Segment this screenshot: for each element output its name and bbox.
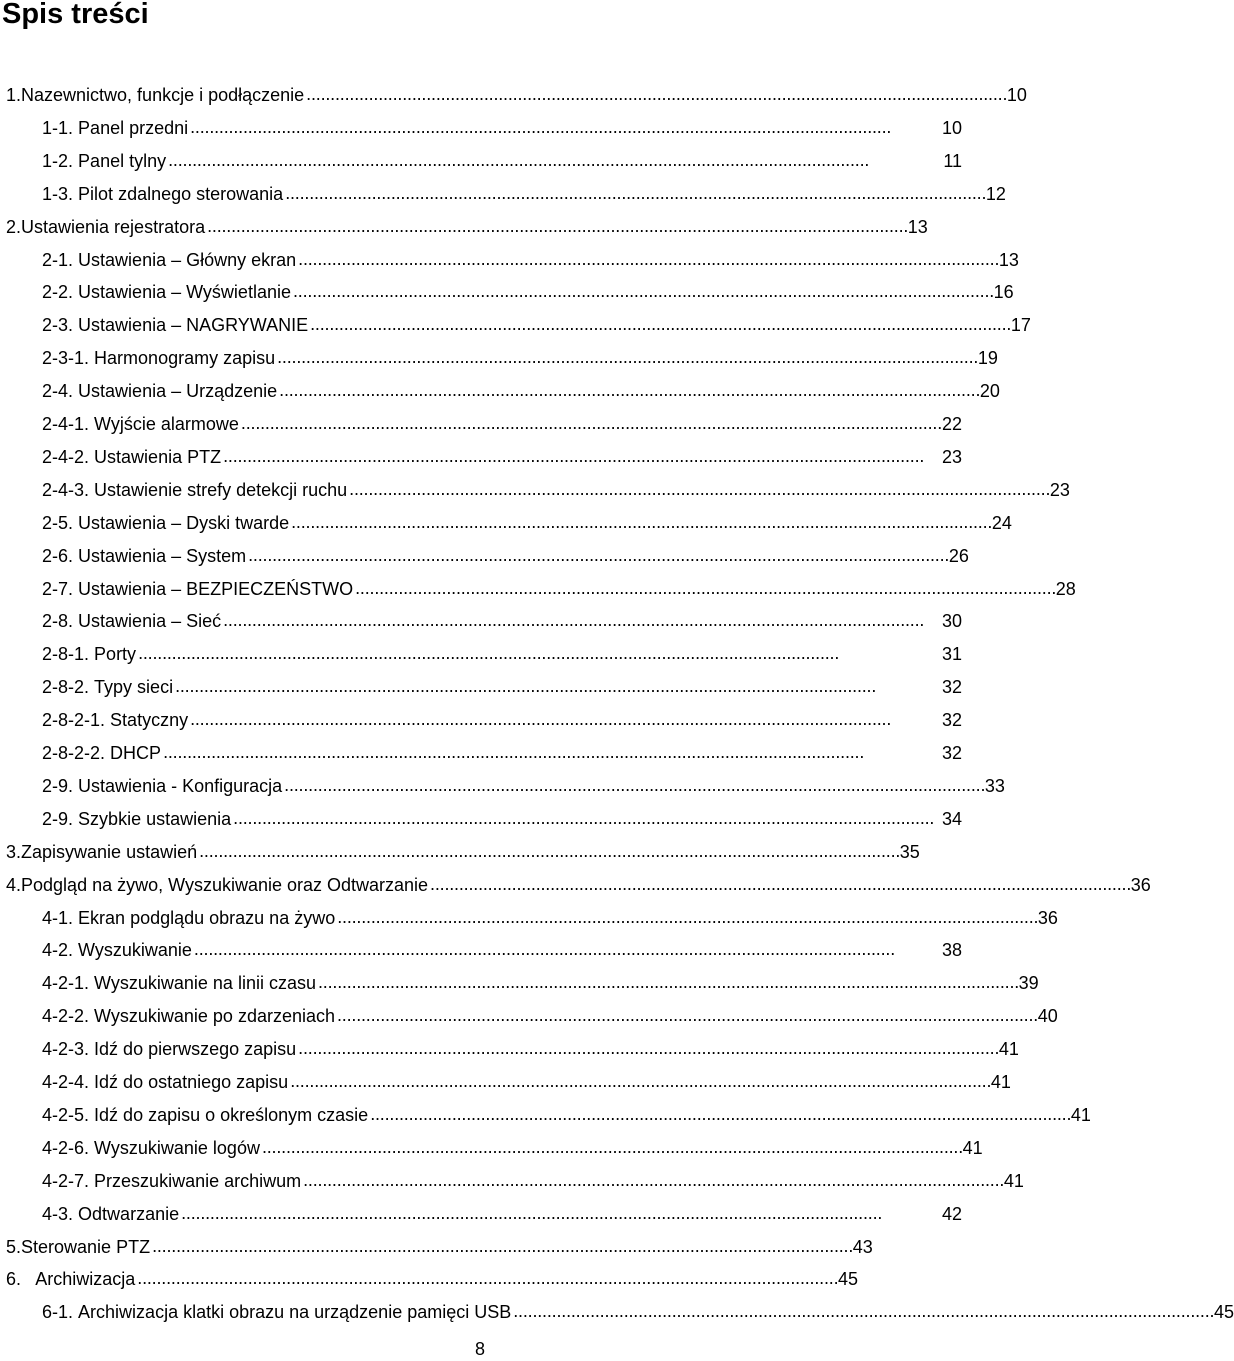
toc-entry-number: 2-8-2.	[42, 677, 90, 698]
toc-dot-leader	[355, 572, 1054, 605]
toc-entry-page: 13	[907, 216, 928, 237]
toc-entry-page: 26	[948, 545, 969, 566]
toc-entry[interactable]	[42, 408, 962, 441]
toc-entry-number: 2-2.	[42, 282, 74, 303]
toc-entry-page: 10	[941, 117, 962, 138]
toc-entry-number: 2-4-3.	[42, 479, 90, 500]
toc-dot-leader	[137, 1262, 836, 1295]
toc-entry-page: 32	[941, 677, 962, 698]
toc-entry[interactable]	[42, 737, 962, 770]
toc-dot-leader	[277, 341, 976, 374]
toc-entry-number: 2-6.	[42, 545, 74, 566]
toc-entry-title: Ustawienia – Dyski twarde	[78, 512, 290, 533]
toc-dot-leader	[168, 144, 941, 177]
toc-entry-title: Wyszukiwanie po zdarzeniach	[94, 1006, 335, 1027]
toc-entry-number: 2-1.	[42, 249, 74, 270]
toc-entry[interactable]	[42, 276, 1014, 309]
toc-entry-title: Ustawienia – Urządzenie	[78, 381, 278, 402]
toc-entry-page: 41	[1070, 1104, 1091, 1125]
toc-entry-page: 20	[979, 381, 1000, 402]
toc-entry-page: 45	[837, 1269, 858, 1290]
toc-entry-title: Zapisywanie ustawień	[21, 841, 198, 862]
toc-dot-leader	[248, 539, 947, 572]
toc-entry-number: 1-2.	[42, 150, 74, 171]
toc-dot-leader	[190, 703, 940, 736]
toc-entry-title: Idź do zapisu o określonym czasie	[94, 1104, 369, 1125]
toc-entry-number: 3.	[6, 841, 22, 862]
toc-entry-page: 16	[993, 282, 1014, 303]
toc-entry-number: 2-8-2-2.	[42, 743, 106, 763]
toc-entry-title: Podgląd na żywo, Wyszukiwanie oraz Odtwarzanie	[21, 874, 429, 895]
toc-entry-title: Idź do pierwszego zapisu	[94, 1039, 297, 1060]
toc-entry-page: 10	[1006, 85, 1027, 105]
toc-entry-title: Ustawienia – Główny ekran	[78, 249, 297, 270]
toc-entry[interactable]	[42, 934, 962, 967]
toc-entry-number: 2-7.	[42, 578, 74, 599]
toc-entry-number: 4-2-5.	[42, 1104, 90, 1125]
toc-entry[interactable]	[42, 803, 962, 836]
toc-entry-page: 24	[991, 512, 1012, 533]
toc-dot-leader	[199, 835, 898, 868]
toc-entry-page: 45	[1213, 1302, 1234, 1323]
toc-entry-title: Wyszukiwanie logów	[94, 1137, 260, 1158]
toc-entry-page: 41	[962, 1137, 983, 1158]
toc-dot-leader	[337, 999, 1036, 1032]
toc-dot-leader	[370, 1098, 1069, 1131]
toc-entry-title: Archiwizacja klatki obrazu na urządzenie pamięci USB	[78, 1302, 512, 1323]
toc-entry[interactable]	[42, 342, 998, 375]
toc-entry-number: 2-4-2.	[42, 446, 90, 467]
toc-entry[interactable]	[6, 1263, 858, 1296]
toc-dot-leader	[233, 802, 940, 835]
toc-entry-number: 2-3-1.	[42, 348, 90, 369]
toc-entry-number: 4-2.	[42, 940, 74, 961]
toc-entry-page: 31	[941, 644, 962, 665]
toc-dot-leader	[279, 374, 978, 407]
toc-entry[interactable]	[6, 836, 920, 869]
toc-entry-number: 4.	[6, 874, 22, 895]
toc-entry-page: 23	[1049, 479, 1070, 500]
toc-entry[interactable]	[42, 1000, 1058, 1033]
toc-entry-number: 2-9.	[42, 775, 74, 796]
toc-entry[interactable]	[42, 638, 962, 671]
toc-entry-title: Szybkie ustawienia	[78, 808, 232, 829]
toc-entry-number: 2-8.	[42, 611, 74, 632]
toc-entry-number: 6.	[6, 1269, 22, 1290]
toc-entry-number: 2-4-1.	[42, 414, 90, 434]
toc-entry-title: Ustawienia – Sieć	[78, 611, 222, 632]
toc-dot-leader	[285, 177, 984, 210]
toc-dot-leader	[349, 473, 1048, 506]
toc-entry[interactable]	[42, 1132, 983, 1165]
toc-dot-leader	[190, 111, 940, 144]
toc-entry-number: 4-2-1.	[42, 973, 90, 994]
toc-dot-leader	[291, 506, 990, 539]
toc-dot-leader	[430, 868, 1129, 901]
toc-entry-page: 35	[899, 841, 920, 862]
toc-entry[interactable]	[42, 540, 969, 573]
toc-entry[interactable]	[6, 1231, 873, 1264]
toc-entry-page: 19	[977, 348, 998, 369]
toc-entry-title: Odtwarzanie	[78, 1203, 180, 1224]
toc-entry-title: Typy sieci	[94, 677, 174, 698]
toc-dot-leader	[318, 966, 1017, 999]
toc-entry-number: 2-8-2-1.	[42, 710, 106, 731]
toc-entry-title: Wyszukiwanie	[78, 940, 192, 961]
toc-entry[interactable]	[6, 869, 1151, 902]
toc-dot-leader	[138, 637, 940, 670]
toc-dot-leader	[175, 670, 940, 703]
toc-entry[interactable]	[42, 145, 962, 178]
toc-entry-number: 2-4.	[42, 381, 74, 402]
toc-entry-number: 1.	[6, 85, 22, 105]
toc-entry[interactable]	[42, 902, 1058, 935]
toc-entry-title: Przeszukiwanie archiwum	[94, 1170, 302, 1191]
toc-entry-number: 6-1.	[42, 1302, 74, 1323]
toc-entry-title: Ekran podglądu obrazu na żywo	[78, 907, 336, 928]
toc-entry-number: 2.	[6, 216, 22, 237]
toc-entry-title: Porty	[94, 644, 137, 665]
toc-dot-leader	[223, 604, 940, 637]
toc-entry[interactable]	[42, 967, 1039, 1000]
toc-entry-number: 1-3.	[42, 183, 74, 204]
toc-entry-title: Ustawienia – Wyświetlanie	[78, 282, 291, 303]
toc-entry-page: 41	[998, 1039, 1019, 1060]
toc-dot-leader	[290, 1065, 989, 1098]
toc-entry-number: 2-5.	[42, 512, 74, 533]
toc-entry-title: Harmonogramy zapisu	[94, 348, 276, 369]
toc-entry[interactable]	[42, 1066, 1011, 1099]
toc-entry-title: Wyjście alarmowe	[94, 414, 239, 434]
toc-entry-number: 4-2-4.	[42, 1072, 90, 1092]
toc-entry[interactable]	[42, 1296, 1234, 1329]
toc-entry[interactable]	[42, 507, 1012, 540]
toc-dot-leader	[207, 210, 906, 243]
toc-dot-leader	[163, 736, 940, 769]
toc-entry-title: Ustawienia – NAGRYWANIE	[78, 315, 309, 336]
page-title: Spis treści	[2, 0, 149, 30]
toc-entry-title: Ustawienia - Konfiguracja	[78, 775, 283, 796]
toc-entry[interactable]	[42, 605, 962, 638]
toc-entry[interactable]	[42, 671, 962, 704]
toc-entry-title: Sterowanie PTZ	[21, 1236, 151, 1257]
toc-entry[interactable]	[42, 1099, 1091, 1132]
toc-entry-page: 39	[1018, 973, 1039, 994]
toc-entry-title: Nazewnictwo, funkcje i podłączenie	[21, 85, 305, 105]
toc-entry-title: Pilot zdalnego sterowania	[78, 183, 284, 204]
toc-entry-page: 11	[943, 150, 962, 171]
toc-entry[interactable]	[6, 79, 1027, 112]
toc-dot-leader	[303, 1164, 1002, 1197]
toc-entry-page: 41	[990, 1072, 1011, 1092]
toc-entry-page: 42	[941, 1203, 962, 1224]
toc-dot-leader	[262, 1131, 961, 1164]
toc-dot-leader	[241, 407, 940, 440]
toc-entry-number: 2-9.	[42, 808, 74, 829]
toc-dot-leader	[310, 308, 1009, 341]
page-number: 8	[474, 1339, 485, 1359]
toc-entry[interactable]	[42, 441, 962, 474]
toc-entry-number: 4-2-2.	[42, 1006, 90, 1027]
toc-entry-page: 43	[852, 1236, 873, 1257]
toc-entry-title: Idź do ostatniego zapisu	[94, 1072, 289, 1092]
toc-dot-leader	[223, 440, 940, 473]
toc-entry-number: 1-1.	[42, 117, 74, 138]
toc-entry-page: 13	[998, 249, 1019, 270]
toc-entry-number: 4-2-7.	[42, 1170, 90, 1191]
toc-entry-number: 2-8-1.	[42, 644, 90, 665]
toc-dot-leader	[181, 1197, 940, 1230]
toc-entry-page: 41	[1003, 1170, 1024, 1191]
toc-dot-leader	[194, 933, 940, 966]
toc-entry-number: 4-1.	[42, 907, 74, 928]
toc-entry-number: 4-2-3.	[42, 1039, 90, 1060]
toc-dot-leader	[306, 78, 1005, 111]
toc-entry[interactable]	[42, 309, 1031, 342]
toc-entry-page: 40	[1037, 1006, 1058, 1027]
toc-entry-title: Ustawienia – BEZPIECZEŃSTWO	[78, 578, 354, 599]
toc-entry-page: 38	[941, 940, 962, 961]
toc-dot-leader	[152, 1230, 851, 1263]
toc-entry-page: 32	[941, 710, 962, 731]
toc-entry-title: Panel tylny	[78, 150, 167, 171]
toc-entry-number: 5.	[6, 1236, 22, 1257]
toc-entry[interactable]	[42, 112, 962, 145]
toc-entry-page: 36	[1037, 907, 1058, 928]
toc-entry-title: Ustawienia PTZ	[94, 446, 222, 467]
toc-entry-title: Ustawienia – System	[78, 545, 247, 566]
toc-entry-page: 28	[1055, 578, 1076, 599]
toc-entry[interactable]	[6, 211, 928, 244]
toc-entry-title: Archiwizacja	[35, 1269, 136, 1290]
toc-entry[interactable]	[42, 178, 1006, 211]
toc-entry-page: 23	[941, 446, 962, 467]
toc-entry-title: Wyszukiwanie na linii czasu	[94, 973, 316, 994]
toc-entry[interactable]	[42, 770, 1005, 803]
toc-entry-page: 33	[984, 775, 1005, 796]
toc-entry[interactable]	[42, 244, 1019, 277]
toc-dot-leader	[298, 1032, 997, 1065]
toc-dot-leader	[298, 243, 997, 276]
toc-entry-page: 17	[1010, 315, 1031, 336]
toc-entry-title: Ustawienia rejestratora	[21, 216, 206, 237]
toc-entry-page: 32	[941, 743, 962, 763]
toc-entry[interactable]	[42, 474, 1070, 507]
toc-entry-number: 2-3.	[42, 315, 74, 336]
toc-entry[interactable]	[42, 375, 1000, 408]
toc-entry-page: 36	[1130, 874, 1151, 895]
toc-dot-leader	[513, 1295, 1212, 1328]
toc-entry[interactable]	[42, 1033, 1019, 1066]
toc-entry-page: 30	[941, 611, 962, 632]
toc-entry[interactable]	[42, 573, 1076, 606]
toc-dot-leader	[284, 769, 983, 802]
toc-entry-title: Statyczny	[110, 710, 189, 731]
toc-dot-leader	[337, 901, 1036, 934]
toc-entry-page: 22	[941, 414, 962, 434]
toc-entry-page: 12	[985, 183, 1006, 204]
toc-entry[interactable]	[42, 1198, 962, 1231]
toc-entry[interactable]	[42, 1165, 1024, 1198]
toc-dot-leader	[293, 275, 992, 308]
toc-entry-page: 34	[941, 808, 962, 829]
toc-entry[interactable]	[42, 704, 962, 737]
toc-entry-number: 4-3.	[42, 1203, 74, 1224]
toc-entry-title: DHCP	[110, 743, 162, 763]
toc-entry-title: Panel przedni	[78, 117, 189, 138]
toc-entry-number: 4-2-6.	[42, 1137, 90, 1158]
toc-entry-title: Ustawienie strefy detekcji ruchu	[94, 479, 348, 500]
